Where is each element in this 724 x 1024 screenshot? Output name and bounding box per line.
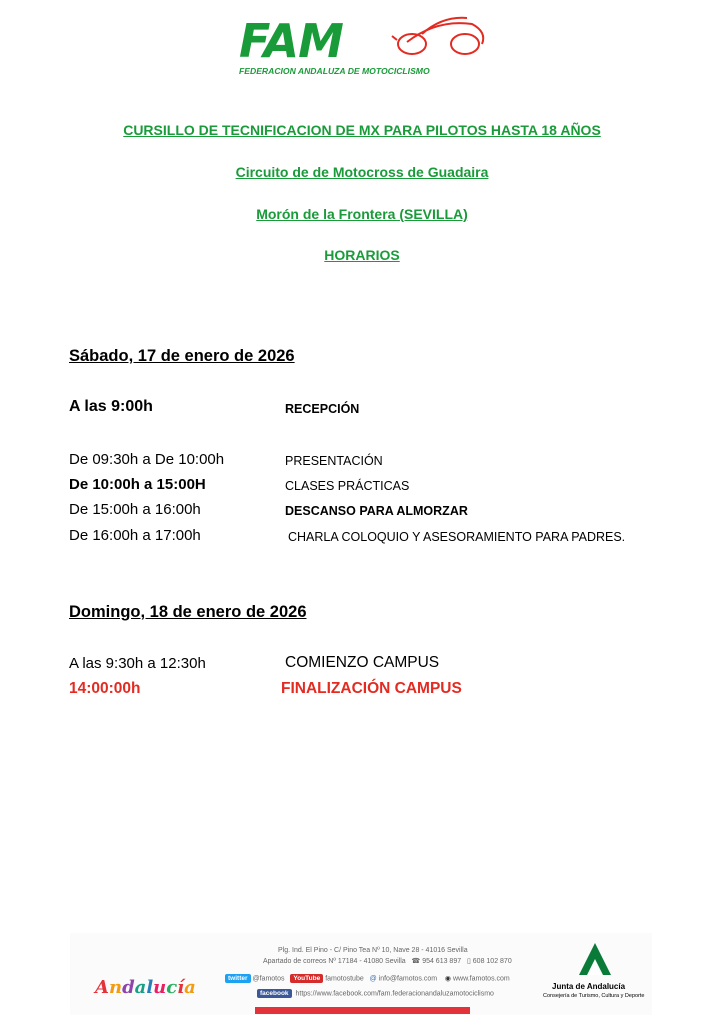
logo-subtitle: FEDERACION ANDALUZA DE MOTOCICLISMO <box>239 66 430 76</box>
mobile-icon: ▯ <box>466 958 471 965</box>
footer-red-bar <box>255 1007 470 1014</box>
sun-time-1: A las 9:30h a 12:30h <box>69 655 206 672</box>
sat-time-1: A las 9:00h <box>69 398 153 415</box>
sun-activity-1: COMIENZO CAMPUS <box>285 654 440 671</box>
footer-address: Plg. Ind. El Pino - C/ Pino Tea Nº 10, Nave 28 - 41016 Sevilla <box>278 947 468 954</box>
sat-activity-5: CHARLA COLOQUIO Y ASESORAMIENTO PARA PADRES. <box>288 530 626 544</box>
junta-name: Junta de Andalucía <box>552 982 626 991</box>
footer-social-line <box>225 974 510 983</box>
junta-logo-icon <box>575 939 615 979</box>
footer-postal-line <box>263 957 512 965</box>
sun-activity-2: FINALIZACIÓN CAMPUS <box>281 680 462 697</box>
sat-time-3: De 10:00h a 15:00H <box>69 476 206 493</box>
email-icon: @ <box>369 975 377 983</box>
footer-email[interactable]: info@famotos.com <box>378 975 438 983</box>
sat-activity-1: RECEPCIÓN <box>285 402 360 416</box>
sat-activity-3: CLASES PRÁCTICAS <box>285 479 410 493</box>
sat-time-5: De 16:00h a 17:00h <box>69 527 201 544</box>
sat-activity-2: PRESENTACIÓN <box>285 454 383 468</box>
sun-time-2: 14:00:00h <box>69 680 141 697</box>
location: Morón de la Frontera (SEVILLA) <box>256 206 468 222</box>
youtube-icon: YouTube <box>290 974 323 983</box>
circuit-name: Circuito de de Motocross de Guadaira <box>235 164 489 180</box>
sat-time-2: De 09:30h a De 10:00h <box>69 451 225 468</box>
logo-text: FAM <box>239 14 343 68</box>
footer-youtube[interactable]: famotostube <box>325 975 364 983</box>
junta-subtitle: Consejería de Turismo, Cultura y Deporte <box>543 993 645 999</box>
andalucia-logo: Andalucía <box>95 977 196 998</box>
footer-facebook-line <box>257 989 494 998</box>
footer-postal: Apartado de correos Nº 17184 - 41080 Sevilla <box>263 958 406 965</box>
sat-time-4: De 15:00h a 16:00h <box>69 501 201 518</box>
footer-mobile: 608 102 870 <box>472 958 512 965</box>
schedule-heading: HORARIOS <box>324 247 400 263</box>
footer-facebook[interactable]: https://www.facebook.com/fam.federacionandaluzamotociclismo <box>295 990 494 998</box>
phone-icon: ☎ <box>411 958 421 965</box>
footer-web[interactable]: www.famotos.com <box>452 975 510 983</box>
saturday-title: Sábado, 17 de enero de 2026 <box>69 347 295 365</box>
sunday-title: Domingo, 18 de enero de 2026 <box>69 603 307 621</box>
twitter-icon: twitter <box>225 974 251 983</box>
footer-twitter[interactable]: @famotos <box>252 975 285 983</box>
course-title: CURSILLO DE TECNIFICACION DE MX PARA PILOTOS HASTA 18 AÑOS <box>123 122 601 138</box>
facebook-icon: facebook <box>257 989 292 998</box>
footer <box>70 933 652 1015</box>
footer-phone: 954 613 897 <box>422 958 462 965</box>
fam-logo <box>235 14 495 80</box>
sat-activity-4: DESCANSO PARA ALMORZAR <box>285 504 468 518</box>
motorcycle-icon <box>387 14 492 64</box>
web-icon: ◉ <box>444 975 451 983</box>
